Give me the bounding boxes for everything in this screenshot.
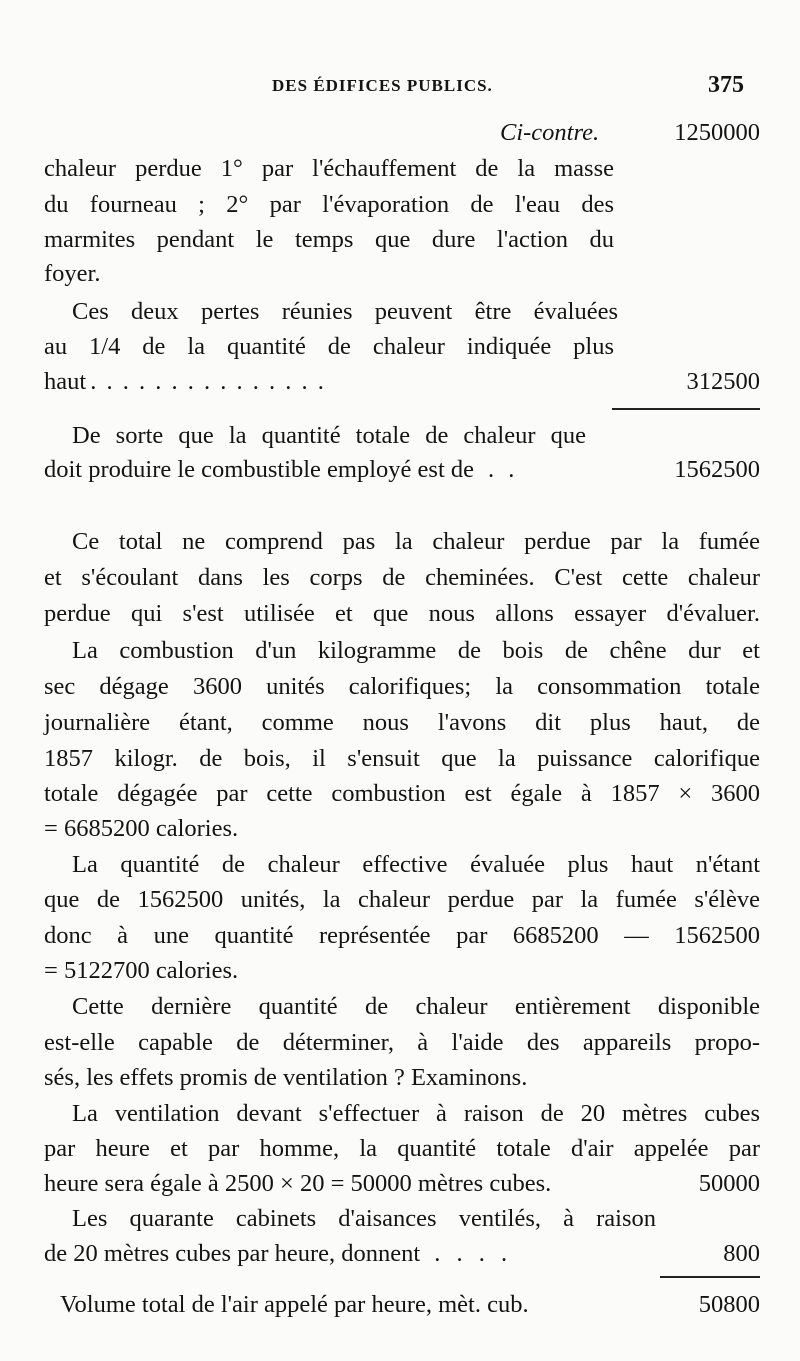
dot-leader: . . . . . . . . . . . . . . . [90, 368, 326, 395]
text-line: sec dégage 3600 unités calorifiques; la consommation totale [44, 673, 760, 700]
line-value: 1562500 [674, 456, 760, 483]
text-line: totale dégagée par cette combustion est égale à 1857 × 3600 [44, 780, 760, 807]
text-line: Cette dernière quantité de chaleur entièrement disponible [72, 993, 760, 1020]
running-title: DES ÉDIFICES PUBLICS. [272, 76, 493, 95]
text-line: = 6685200 calories. [44, 815, 239, 842]
text-line: du fourneau ; 2° par l'évaporation de l'eau des [44, 191, 614, 218]
line-value: 50800 [698, 1291, 760, 1318]
line-text: de 20 mètres cubes par heure, donnent [44, 1240, 421, 1267]
carry-value: 1250000 [674, 119, 760, 146]
sum-line [44, 364, 760, 400]
text-line: au 1/4 de la quantité de chaleur indiquée plus [44, 333, 614, 360]
sum-rule [660, 1276, 760, 1278]
text-line: perdue qui s'est utilisée et que nous allons essayer d'évaluer. [44, 600, 760, 627]
line-value: 50000 [698, 1170, 760, 1197]
line-text: Volume total de l'air appelé par heure, mèt. cub. [60, 1291, 529, 1318]
text-line: Les quarante cabinets d'aisances ventilés, à raison [72, 1205, 656, 1232]
text-line: est-elle capable de déterminer, à l'aide des appareils propo- [44, 1029, 760, 1056]
line-value: 312500 [686, 368, 760, 395]
total-line [44, 452, 760, 488]
text-line: donc à une quantité représentée par 6685200 — 1562500 [44, 922, 760, 949]
dot-leader: . . [488, 456, 519, 483]
carry-label: Ci-contre. [500, 119, 600, 146]
text-line: La quantité de chaleur effective évaluée plus haut n'étant [72, 851, 760, 878]
sum-line [44, 1236, 760, 1272]
line-text: haut [44, 368, 87, 395]
text-line: La ventilation devant s'effectuer à raison de 20 mètres cubes [72, 1100, 760, 1127]
line-text: heure sera égale à 2500 × 20 = 50000 mètres cubes. [44, 1170, 552, 1197]
sum-line [44, 1166, 760, 1202]
text-line: par heure et par homme, la quantité totale d'air appelée par [44, 1135, 760, 1162]
text-line: marmites pendant le temps que dure l'action du [44, 226, 614, 253]
sum-rule [612, 408, 760, 410]
text-line: et s'écoulant dans les corps de cheminées. C'est cette chaleur [44, 564, 760, 591]
text-line: = 5122700 calories. [44, 957, 239, 984]
text-line: Ce total ne comprend pas la chaleur perdue par la fumée [72, 528, 760, 555]
line-value: 800 [723, 1240, 760, 1267]
text-line: Ces deux pertes réunies peuvent être évaluées [72, 298, 618, 325]
page-header [0, 72, 800, 108]
text-line: journalière étant, comme nous l'avons dit plus haut, de [44, 709, 760, 736]
text-line: De sorte que la quantité totale de chaleur que [72, 422, 586, 449]
text-line: foyer. [44, 260, 101, 287]
text-line: sés, les effets promis de ventilation ? Examinons. [44, 1064, 528, 1091]
text-line: chaleur perdue 1° par l'échauffement de la masse [44, 155, 614, 182]
text-line: 1857 kilogr. de bois, il s'ensuit que la puissance calorifique [44, 745, 760, 772]
grand-total-line [60, 1287, 760, 1323]
line-text: doit produire le combustible employé est de [44, 456, 475, 483]
carry-over-line [500, 115, 760, 151]
dot-leader: . . . . [434, 1240, 513, 1267]
page-number: 375 [708, 72, 744, 98]
text-line: que de 1562500 unités, la chaleur perdue par la fumée s'élève [44, 886, 760, 913]
text-line: La combustion d'un kilogramme de bois de chêne dur et [72, 637, 760, 664]
